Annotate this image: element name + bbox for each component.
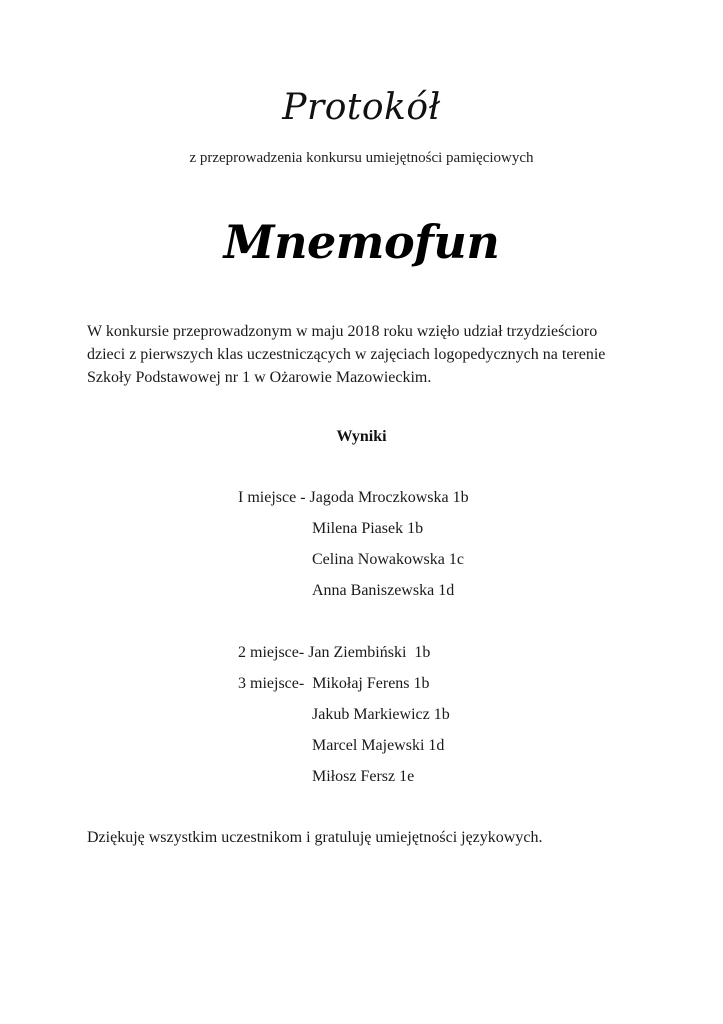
intro-line-2: dzieci z pierwszych klas uczestniczących w zajęciach logopedycznych na terenie [87,346,606,363]
intro-line-1: W konkursie przeprowadzonym w maju 2018 roku wzięło udział trzydzieścioro [87,323,598,340]
first-place-line: I miejsce - Jagoda Mroczkowska 1b [238,489,469,506]
third-place-winner-2: Jakub Markiewicz 1b [312,706,450,723]
third-place-winner-4: Miłosz Fersz 1e [312,768,415,785]
intro-paragraph [87,320,647,389]
third-place-winner-3: Marcel Majewski 1d [312,737,445,754]
second-place-line: 2 miejsce- Jan Ziembiński 1b [238,644,431,661]
contest-name: Mnemofun [223,215,500,269]
intro-line-3: Szkoły Podstawowej nr 1 w Ożarowie Mazowieckim. [87,369,432,386]
first-place-winner-3: Celina Nowakowska 1c [312,551,464,568]
first-place-winner-2: Milena Piasek 1b [312,520,424,537]
first-place-winner-4: Anna Baniszewska 1d [312,582,455,599]
closing-sentence: Dziękuję wszystkim uczestnikom i gratuluję umiejętności językowych. [87,829,543,846]
document-subtitle: z przeprowadzenia konkursu umiejętności pamięciowych [189,150,534,166]
document-title: Protokół [282,87,441,128]
third-place-line: 3 miejsce- Mikołaj Ferens 1b [238,675,430,692]
results-heading: Wyniki [336,428,387,445]
